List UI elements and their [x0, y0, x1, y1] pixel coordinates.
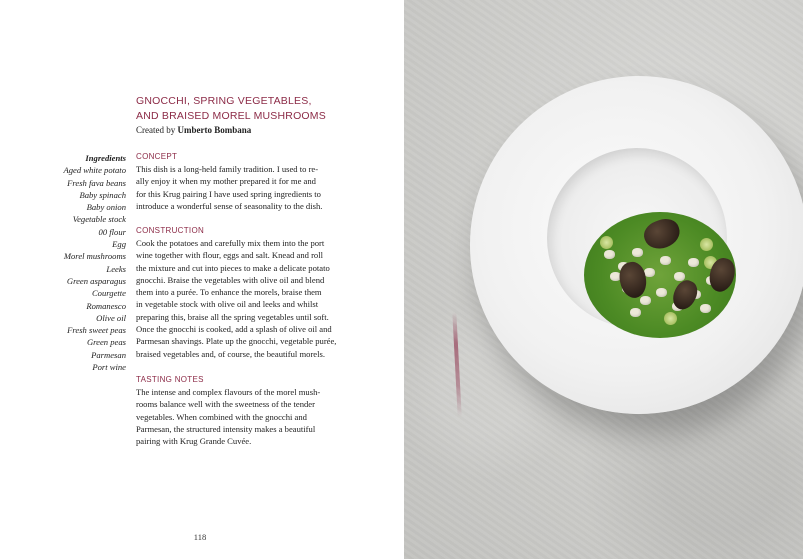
tasting-notes-label: TASTING NOTES — [136, 375, 204, 384]
construction-label: CONSTRUCTION — [136, 226, 205, 235]
page-number: 118 — [193, 532, 207, 542]
ingredient-item: Egg — [112, 239, 126, 250]
ingredient-item: Baby spinach — [79, 189, 126, 200]
ingredient-item: Fresh sweet peas — [67, 325, 126, 336]
construction-line: preparing this, braise all the spring vegetables until soft. — [136, 311, 329, 322]
recipe-title — [136, 94, 376, 124]
gnocchi-piece — [644, 268, 655, 277]
construction-line: gnocchi. Braise the vegetables with olive oil and blend — [136, 274, 325, 285]
romanesco-floret — [664, 312, 677, 325]
tasting-notes-section — [136, 374, 341, 447]
ingredient-item: Green asparagus — [66, 275, 126, 286]
chef-name: Umberto Bombana — [177, 125, 252, 135]
construction-line: Parmesan shavings. Plate up the gnocchi, vegetable purée, — [136, 336, 337, 347]
ingredient-item: 00 flour — [98, 226, 126, 237]
construction-text — [136, 237, 341, 360]
ingredient-item: Green peas — [86, 337, 126, 348]
construction-line: in vegetable stock with olive oil and leeks and whilst — [136, 299, 319, 310]
tasting-notes-text — [136, 386, 341, 447]
concept-line: for this Krug pairing I have used spring ingredients to — [136, 188, 321, 199]
ingredient-item: Vegetable stock — [72, 214, 126, 225]
concept-line: ally enjoy it when my mother prepared it for me and — [136, 176, 316, 187]
created-by-prefix: Created by — [136, 125, 176, 135]
ingredients-heading: Ingredients — [85, 153, 126, 163]
tasting-line: vegetables. When combined with the gnocchi and — [136, 411, 307, 422]
ingredients-list — [40, 152, 126, 373]
gnocchi-piece — [640, 296, 651, 305]
ingredient-item: Morel mushrooms — [63, 251, 126, 262]
tasting-line: Parmesan, the structured intensity makes a beautiful — [136, 423, 316, 434]
gnocchi-piece — [632, 248, 643, 257]
ingredient-item: Aged white potato — [63, 165, 126, 176]
recipe-title-line-1: GNOCCHI, SPRING VEGETABLES, — [136, 95, 312, 107]
ingredient-item: Courgette — [91, 288, 126, 299]
construction-line: Cook the potatoes and carefully mix them into the port — [136, 238, 325, 248]
construction-section — [136, 225, 341, 360]
recipe-byline — [136, 125, 251, 135]
construction-line: wine together with flour, eggs and salt. Knead and roll — [136, 250, 323, 261]
gnocchi-piece — [630, 308, 641, 317]
tasting-line: pairing with Krug Grande Cuvée. — [136, 436, 252, 447]
gnocchi-piece — [660, 256, 671, 265]
ingredient-item: Romanesco — [86, 300, 126, 311]
gnocchi-piece — [604, 250, 615, 259]
tasting-line: rooms balance well with the sweetness of the tender — [136, 399, 315, 410]
ingredient-item: Port wine — [92, 362, 126, 373]
ingredient-item: Leeks — [106, 263, 126, 274]
romanesco-floret — [700, 238, 713, 251]
tasting-line: The intense and complex flavours of the morel mush- — [136, 387, 321, 397]
concept-section — [136, 151, 341, 212]
concept-line: This dish is a long-held family tradition. I used to re- — [136, 164, 319, 174]
construction-line: braised vegetables and, of course, the beautiful morels. — [136, 348, 325, 359]
gnocchi-piece — [700, 304, 711, 313]
gnocchi-piece — [656, 288, 667, 297]
gnocchi-piece — [688, 258, 699, 267]
ingredient-item: Baby onion — [86, 202, 126, 213]
ingredient-item: Parmesan — [91, 349, 126, 360]
ingredient-item: Olive oil — [96, 312, 126, 323]
recipe-title-line-2: AND BRAISED MOREL MUSHROOMS — [136, 110, 326, 122]
construction-line: Once the gnocchi is cooked, add a splash of olive oil and — [136, 324, 332, 335]
construction-line: the mixture and cut into pieces to make a delicate potato — [136, 262, 330, 273]
concept-text — [136, 163, 341, 212]
concept-line: introduce a wonderful sense of seasonality to the dish. — [136, 200, 323, 211]
construction-line: them into a purée. To enhance the morels, braise them — [136, 287, 322, 298]
concept-label: CONCEPT — [136, 152, 178, 161]
ingredient-item: Fresh fava beans — [67, 177, 126, 188]
romanesco-floret — [600, 236, 613, 249]
dish-photo — [404, 0, 803, 559]
